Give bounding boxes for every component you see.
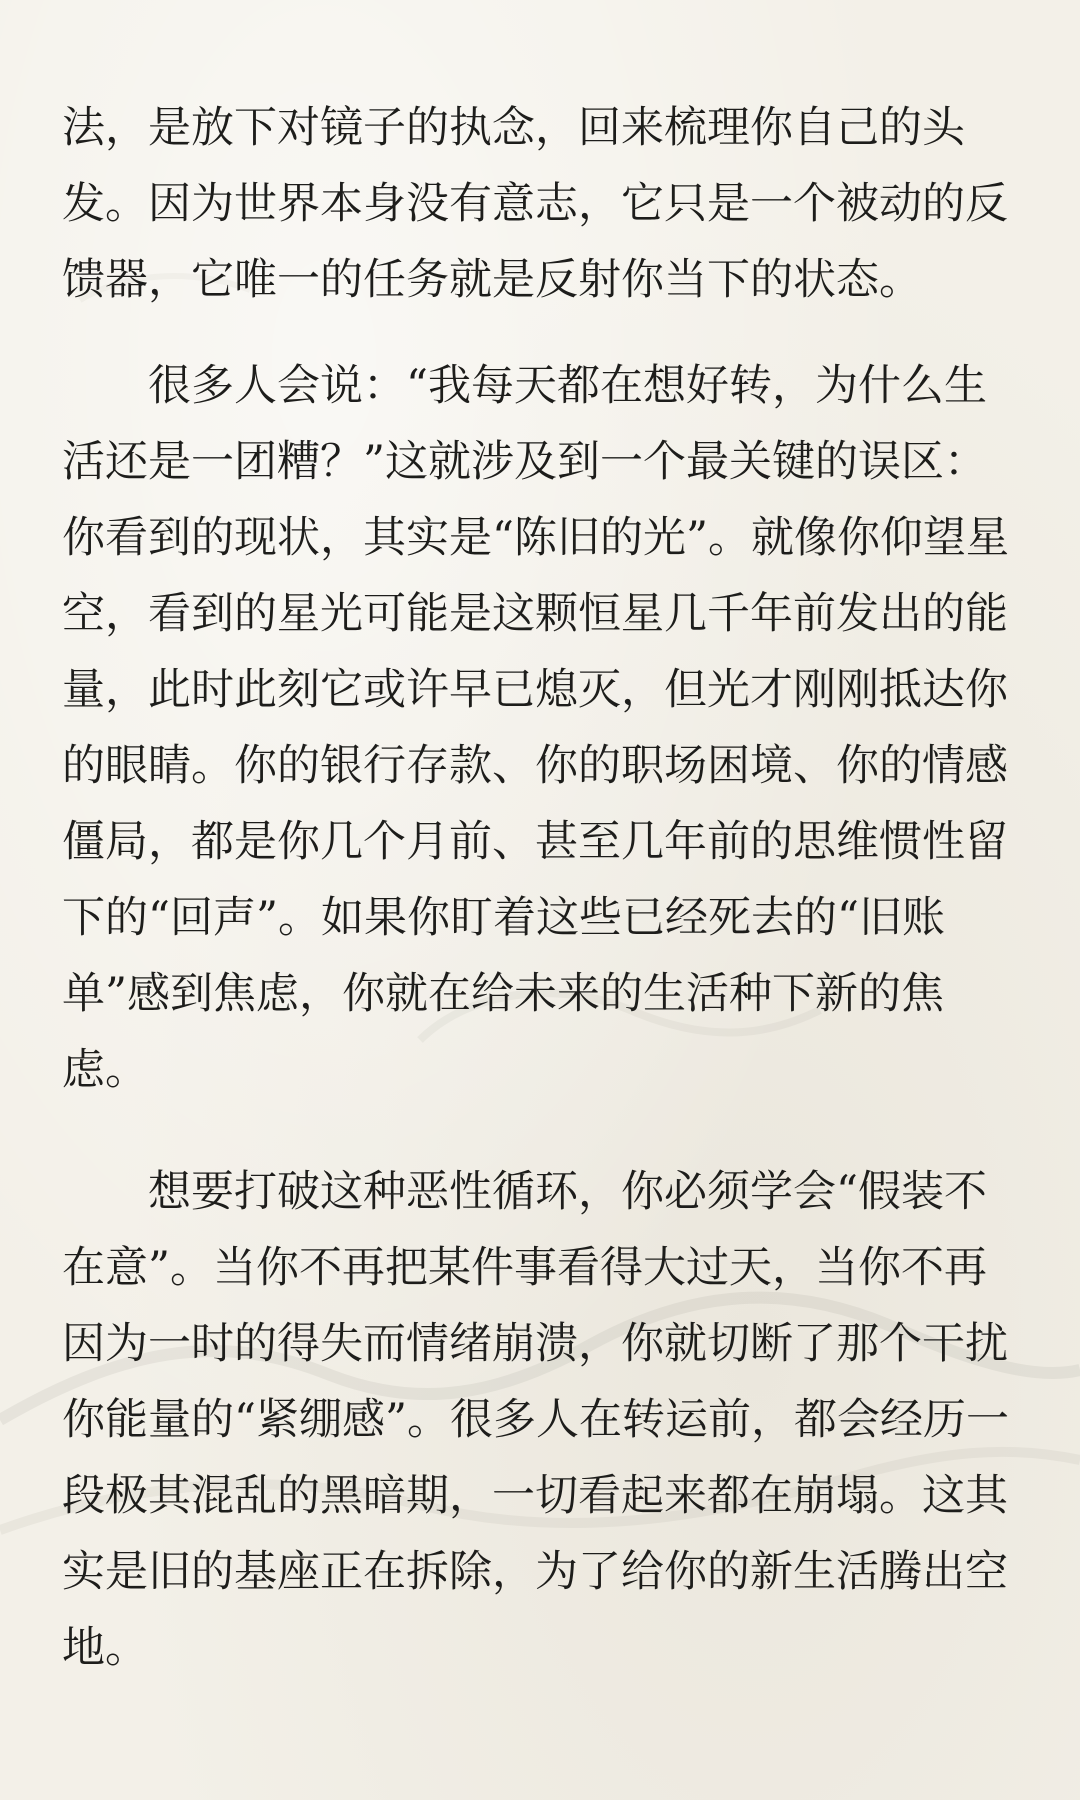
text-line: 单”感到焦虑，你就在给未来的生活种下新的焦 (62, 969, 944, 1019)
text-line: 空，看到的星光可能是这颗恒星几千年前发出的能 (62, 589, 1008, 639)
text-line: 地。 (62, 1623, 148, 1673)
text-line: 在意”。当你不再把某件事看得大过天，当你不再 (62, 1243, 987, 1293)
article-text (62, 90, 1022, 1686)
text-line: 的眼睛。你的银行存款、你的职场困境、你的情感 (62, 741, 1008, 791)
text-line: 馈器，它唯一的任务就是反射你当下的状态。 (62, 255, 922, 305)
text-line: 想要打破这种恶性循环，你必须学会“假装不 (62, 1167, 987, 1217)
text-line: 下的“回声”。如果你盯着这些已经死去的“旧账 (62, 893, 945, 943)
paragraph-gap (62, 318, 1022, 348)
text-line: 法，是放下对镜子的执念，回来梳理你自己的头 (62, 103, 965, 153)
paragraph (62, 90, 1022, 318)
text-line: 你看到的现状，其实是“陈旧的光”。就像你仰望星 (62, 513, 1009, 563)
text-line: 量，此时此刻它或许早已熄灭，但光才刚刚抵达你 (62, 665, 1008, 715)
text-line: 段极其混乱的黑暗期，一切看起来都在崩塌。这其 (62, 1471, 1008, 1521)
text-line: 你能量的“紧绷感”。很多人在转运前，都会经历一 (62, 1395, 1009, 1445)
text-line: 实是旧的基座正在拆除，为了给你的新生活腾出空 (62, 1547, 1008, 1597)
paragraph (62, 1154, 1022, 1686)
paragraph-gap (62, 1108, 1022, 1154)
text-line: 活还是一团糟？”这就涉及到一个最关键的误区： (62, 437, 987, 487)
text-line: 虑。 (62, 1045, 148, 1095)
text-line: 僵局，都是你几个月前、甚至几年前的思维惯性留 (62, 817, 1008, 867)
text-line: 很多人会说：“我每天都在想好转，为什么生 (62, 361, 987, 411)
paragraph (62, 348, 1022, 1108)
text-line: 因为一时的得失而情绪崩溃，你就切断了那个干扰 (62, 1319, 1008, 1369)
text-line: 发。因为世界本身没有意志，它只是一个被动的反 (62, 179, 1008, 229)
